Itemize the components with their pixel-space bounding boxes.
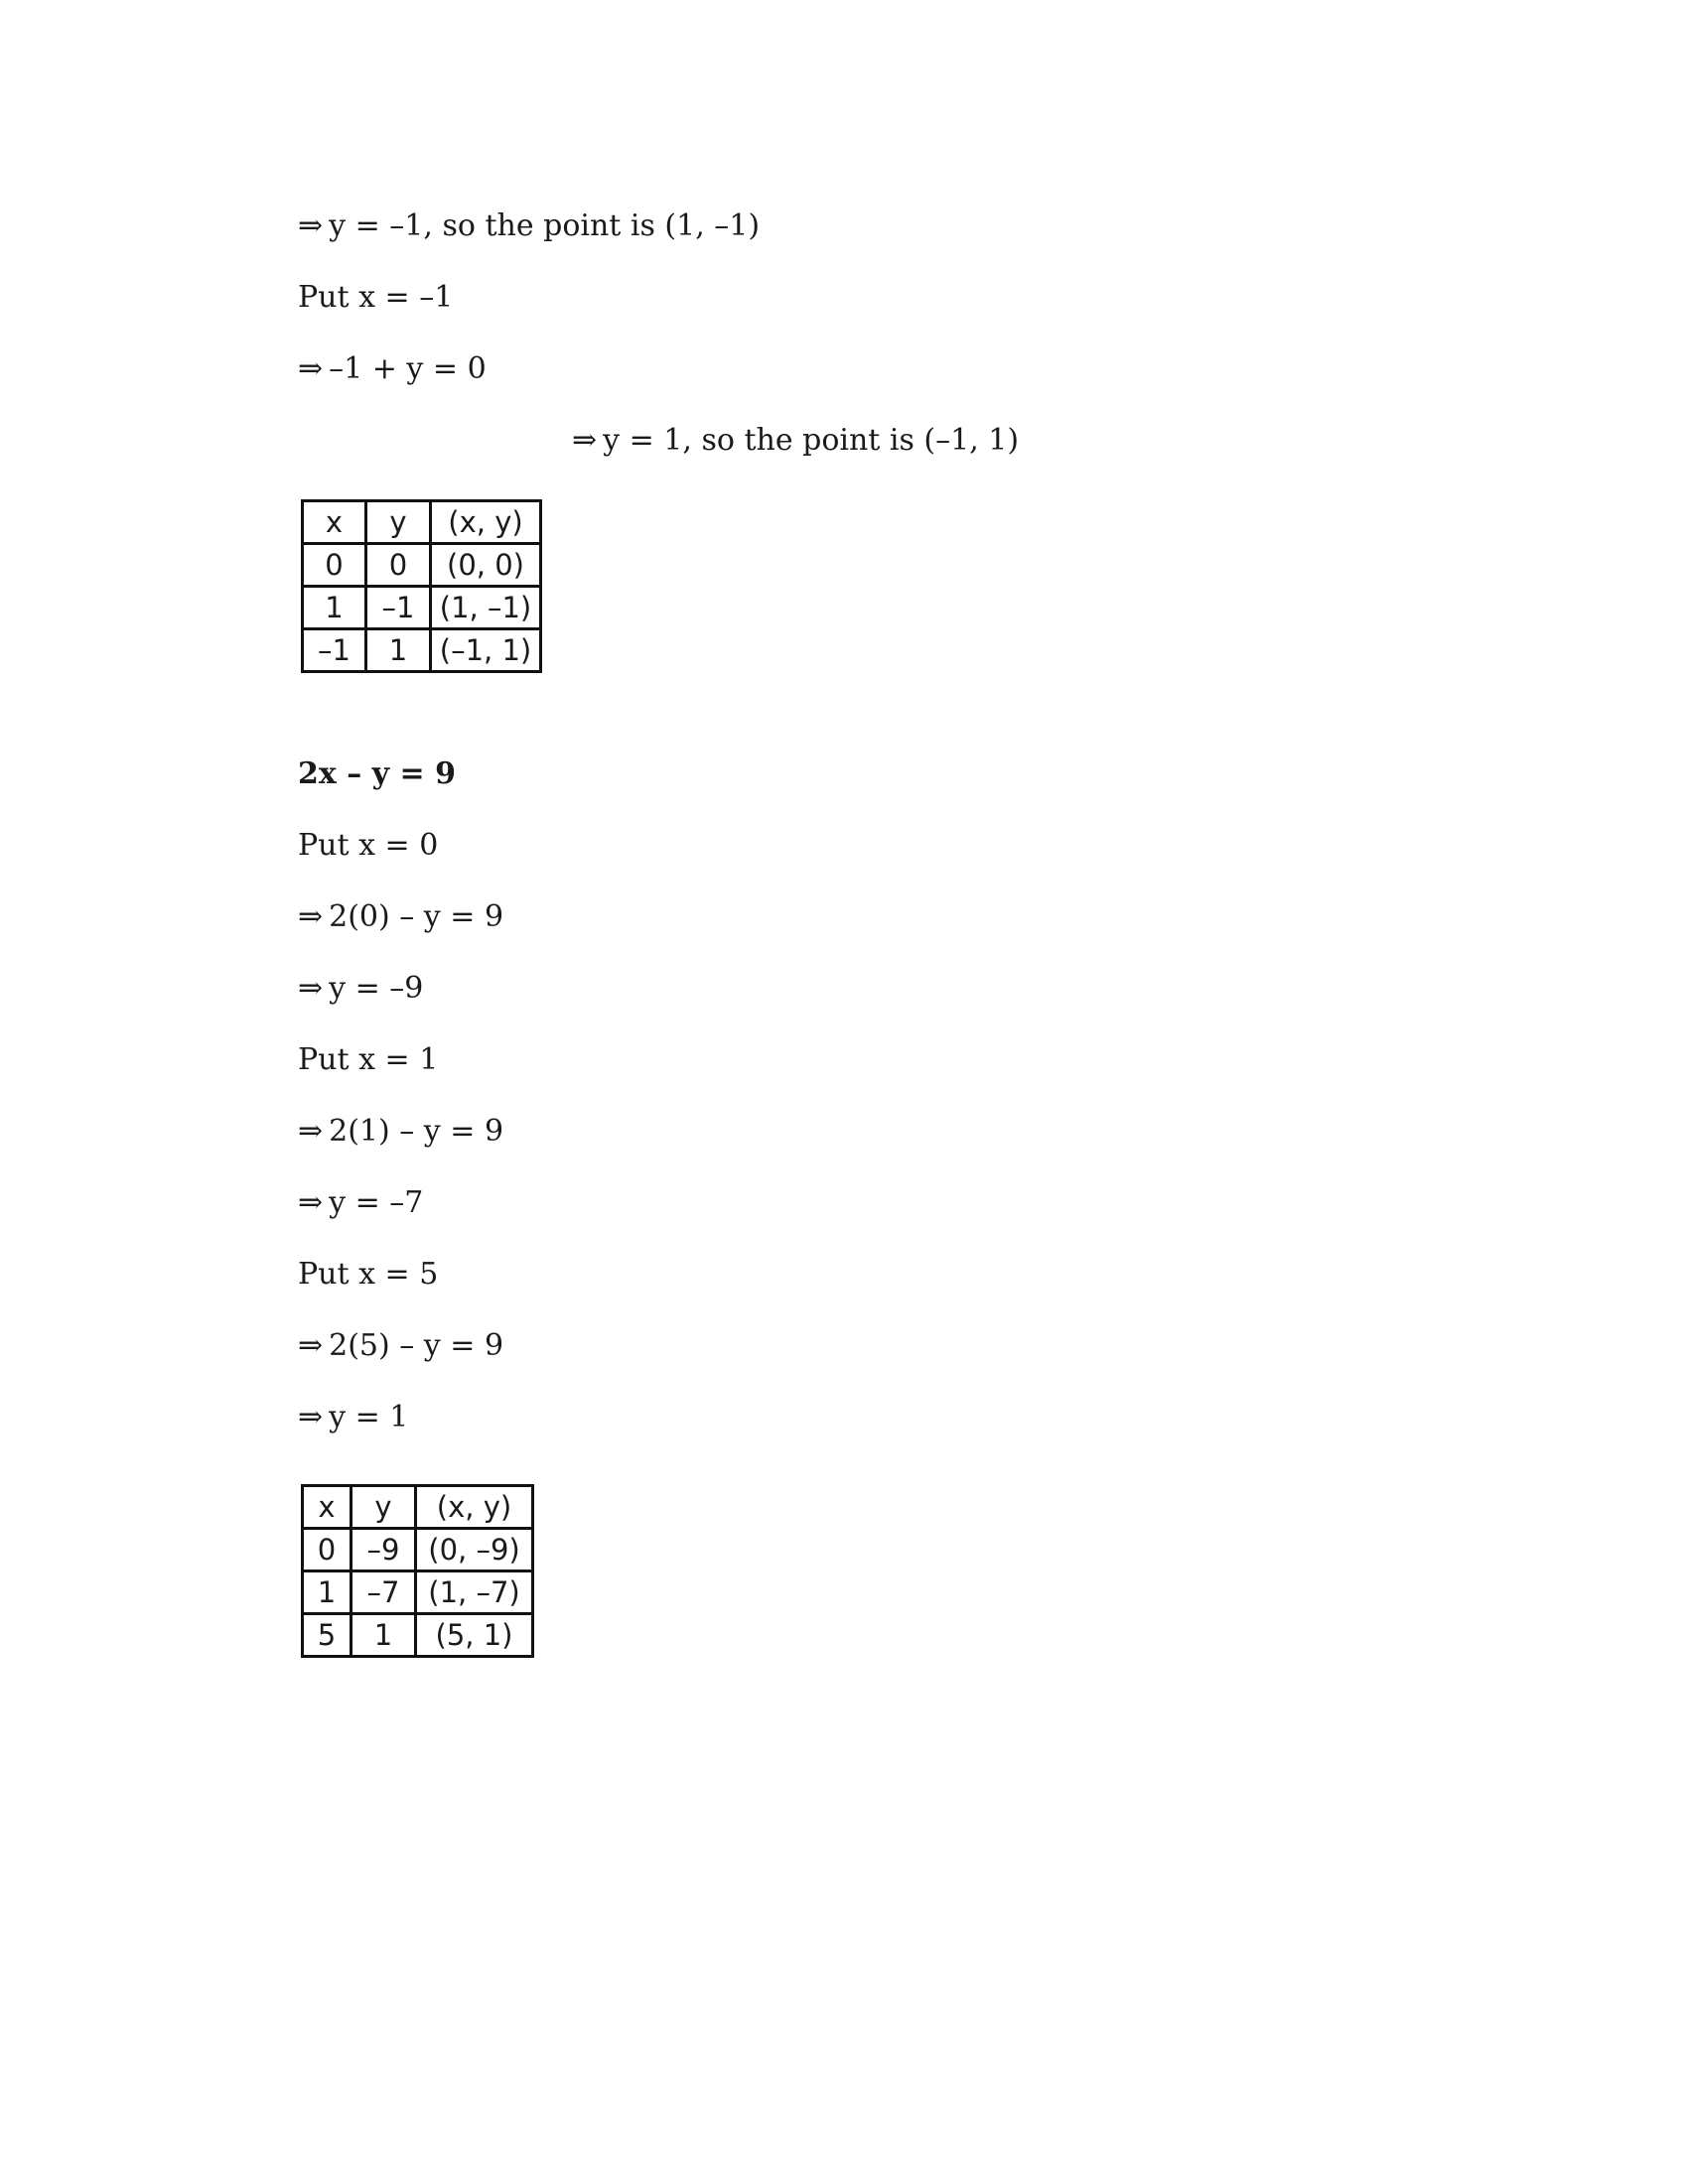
step-text: 2(0) – y = 9 [329, 899, 504, 934]
table-cell: (1, –7) [416, 1571, 533, 1614]
table-row [303, 544, 541, 587]
step-text: y = –9 [329, 971, 424, 1006]
table-cell: –1 [303, 629, 366, 672]
values-table-2 [301, 1484, 534, 1658]
implies-arrow: ⇒ [298, 1185, 324, 1220]
table-cell: (0, –9) [416, 1529, 533, 1571]
table-cell: 0 [303, 1529, 352, 1571]
step-text: 2(5) – y = 9 [329, 1328, 504, 1363]
table-cell: 5 [303, 1614, 352, 1657]
table-cell: (0, 0) [431, 544, 541, 587]
step-text: y = –7 [329, 1185, 424, 1220]
table-header-row [303, 1486, 533, 1529]
table-cell: –1 [366, 587, 431, 629]
step-line-6 [298, 826, 438, 866]
table-header-cell: y [366, 501, 431, 544]
implies-arrow: ⇒ [298, 351, 324, 386]
step-text: Put x = 0 [298, 828, 439, 863]
table-row [303, 1571, 533, 1614]
table-header-cell: (x, y) [416, 1486, 533, 1529]
table-cell: (1, –1) [431, 587, 541, 629]
table-cell: 1 [303, 1571, 352, 1614]
table-row [303, 587, 541, 629]
table-cell: –7 [352, 1571, 416, 1614]
implies-arrow: ⇒ [298, 1328, 324, 1363]
implies-arrow: ⇒ [298, 1114, 324, 1149]
step-line-7 [298, 897, 503, 937]
table-cell: 1 [352, 1614, 416, 1657]
step-text: Put x = 1 [298, 1042, 439, 1077]
table-header-cell: y [352, 1486, 416, 1529]
step-text: Put x = –1 [298, 280, 454, 315]
step-line-1 [298, 206, 760, 246]
step-line-2 [298, 278, 453, 318]
table-cell: 0 [303, 544, 366, 587]
implies-arrow: ⇒ [298, 971, 324, 1006]
implies-arrow: ⇒ [572, 423, 598, 458]
table-header-cell: (x, y) [431, 501, 541, 544]
table-header-cell: x [303, 501, 366, 544]
table-header-cell: x [303, 1486, 352, 1529]
table-header-row [303, 501, 541, 544]
implies-arrow: ⇒ [298, 1400, 324, 1434]
step-text: y = 1, so the point is (–1, 1) [603, 423, 1020, 458]
step-line-14 [298, 1398, 408, 1437]
step-line-13 [298, 1326, 503, 1366]
step-line-12 [298, 1255, 438, 1295]
step-line-11 [298, 1183, 423, 1223]
table-cell: 1 [366, 629, 431, 672]
table-cell: (–1, 1) [431, 629, 541, 672]
implies-arrow: ⇒ [298, 899, 324, 934]
equation-heading [298, 754, 456, 794]
implies-arrow: ⇒ [298, 208, 324, 243]
step-text: –1 + y = 0 [329, 351, 487, 386]
step-text: 2(1) – y = 9 [329, 1114, 504, 1149]
table-row [303, 1614, 533, 1657]
step-text: y = 1 [329, 1400, 409, 1434]
table-cell: 1 [303, 587, 366, 629]
table-row [303, 629, 541, 672]
table-row [303, 1529, 533, 1571]
step-line-8 [298, 969, 423, 1009]
step-line-9 [298, 1040, 438, 1080]
step-text: y = –1, so the point is (1, –1) [329, 208, 761, 243]
equation-text: 2x – y = 9 [298, 756, 456, 791]
table-cell: 0 [366, 544, 431, 587]
step-line-3 [298, 349, 487, 389]
step-line-10 [298, 1112, 503, 1152]
step-line-4 [572, 421, 1019, 461]
table-cell: –9 [352, 1529, 416, 1571]
step-text: Put x = 5 [298, 1257, 439, 1292]
table-cell: (5, 1) [416, 1614, 533, 1657]
values-table-1 [301, 499, 542, 673]
